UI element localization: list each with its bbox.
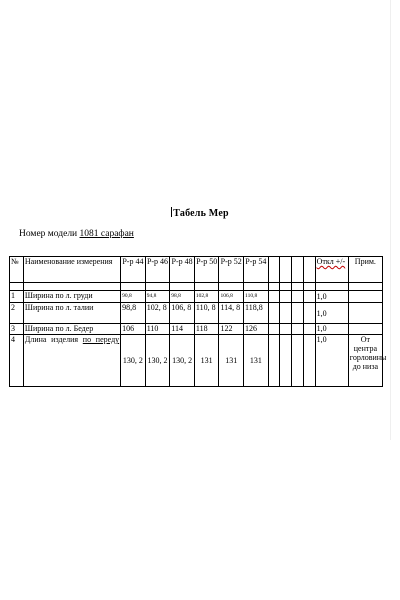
header-size-48: Р-р 48: [170, 257, 195, 283]
table-row: 4 Длина изделия по переду 130, 2 130, 2 130, 2 131 131 131 1,0 От центра горловины до низа: [10, 335, 383, 387]
header-empty-4: [303, 257, 315, 283]
model-label: Номер модели: [19, 229, 78, 239]
page-title: [0, 207, 400, 219]
row-name: Ширина по л. груди: [23, 291, 120, 303]
header-num: №: [10, 257, 24, 283]
header-size-44: Р-р 44: [121, 257, 146, 283]
header-empty-2: [280, 257, 292, 283]
page-edge-line: [390, 0, 391, 440]
header-note: Прим.: [348, 257, 382, 283]
table-row: 2 Ширина по л. талии 98,8 102, 8 106, 8 110, 8 114, 8 118,8 1,0: [10, 303, 383, 324]
header-size-54: Р-р 54: [244, 257, 269, 283]
row-name: Длина изделия по переду: [23, 335, 120, 387]
header-name: Наименование измерения: [23, 257, 120, 283]
row-note: От центра горловины до низа: [348, 335, 382, 387]
table-row: 3 Ширина по л. Бедер 106 110 114 118 122 126 1,0: [10, 324, 383, 335]
row-name: Ширина по л. талии: [23, 303, 120, 324]
header-empty-1: [268, 257, 280, 283]
header-empty-3: [292, 257, 304, 283]
row-name: Ширина по л. Бедер: [23, 324, 120, 335]
header-size-50: Р-р 50: [194, 257, 219, 283]
header-tolerance: Откл +/-: [315, 257, 348, 283]
header-size-46: Р-р 46: [145, 257, 170, 283]
header-row: [10, 257, 383, 283]
page-title-text: Табель Мер: [173, 208, 229, 219]
model-value: 1081 сарафан: [79, 229, 134, 239]
spacer-row: [10, 283, 383, 291]
measurements-table: [9, 256, 387, 387]
header-size-52: Р-р 52: [219, 257, 244, 283]
model-number: [19, 229, 134, 239]
table-row: 1 Ширина по л. груди 90,8 94,8 98,8 102,8 106,8 110,8 1,0: [10, 291, 383, 303]
